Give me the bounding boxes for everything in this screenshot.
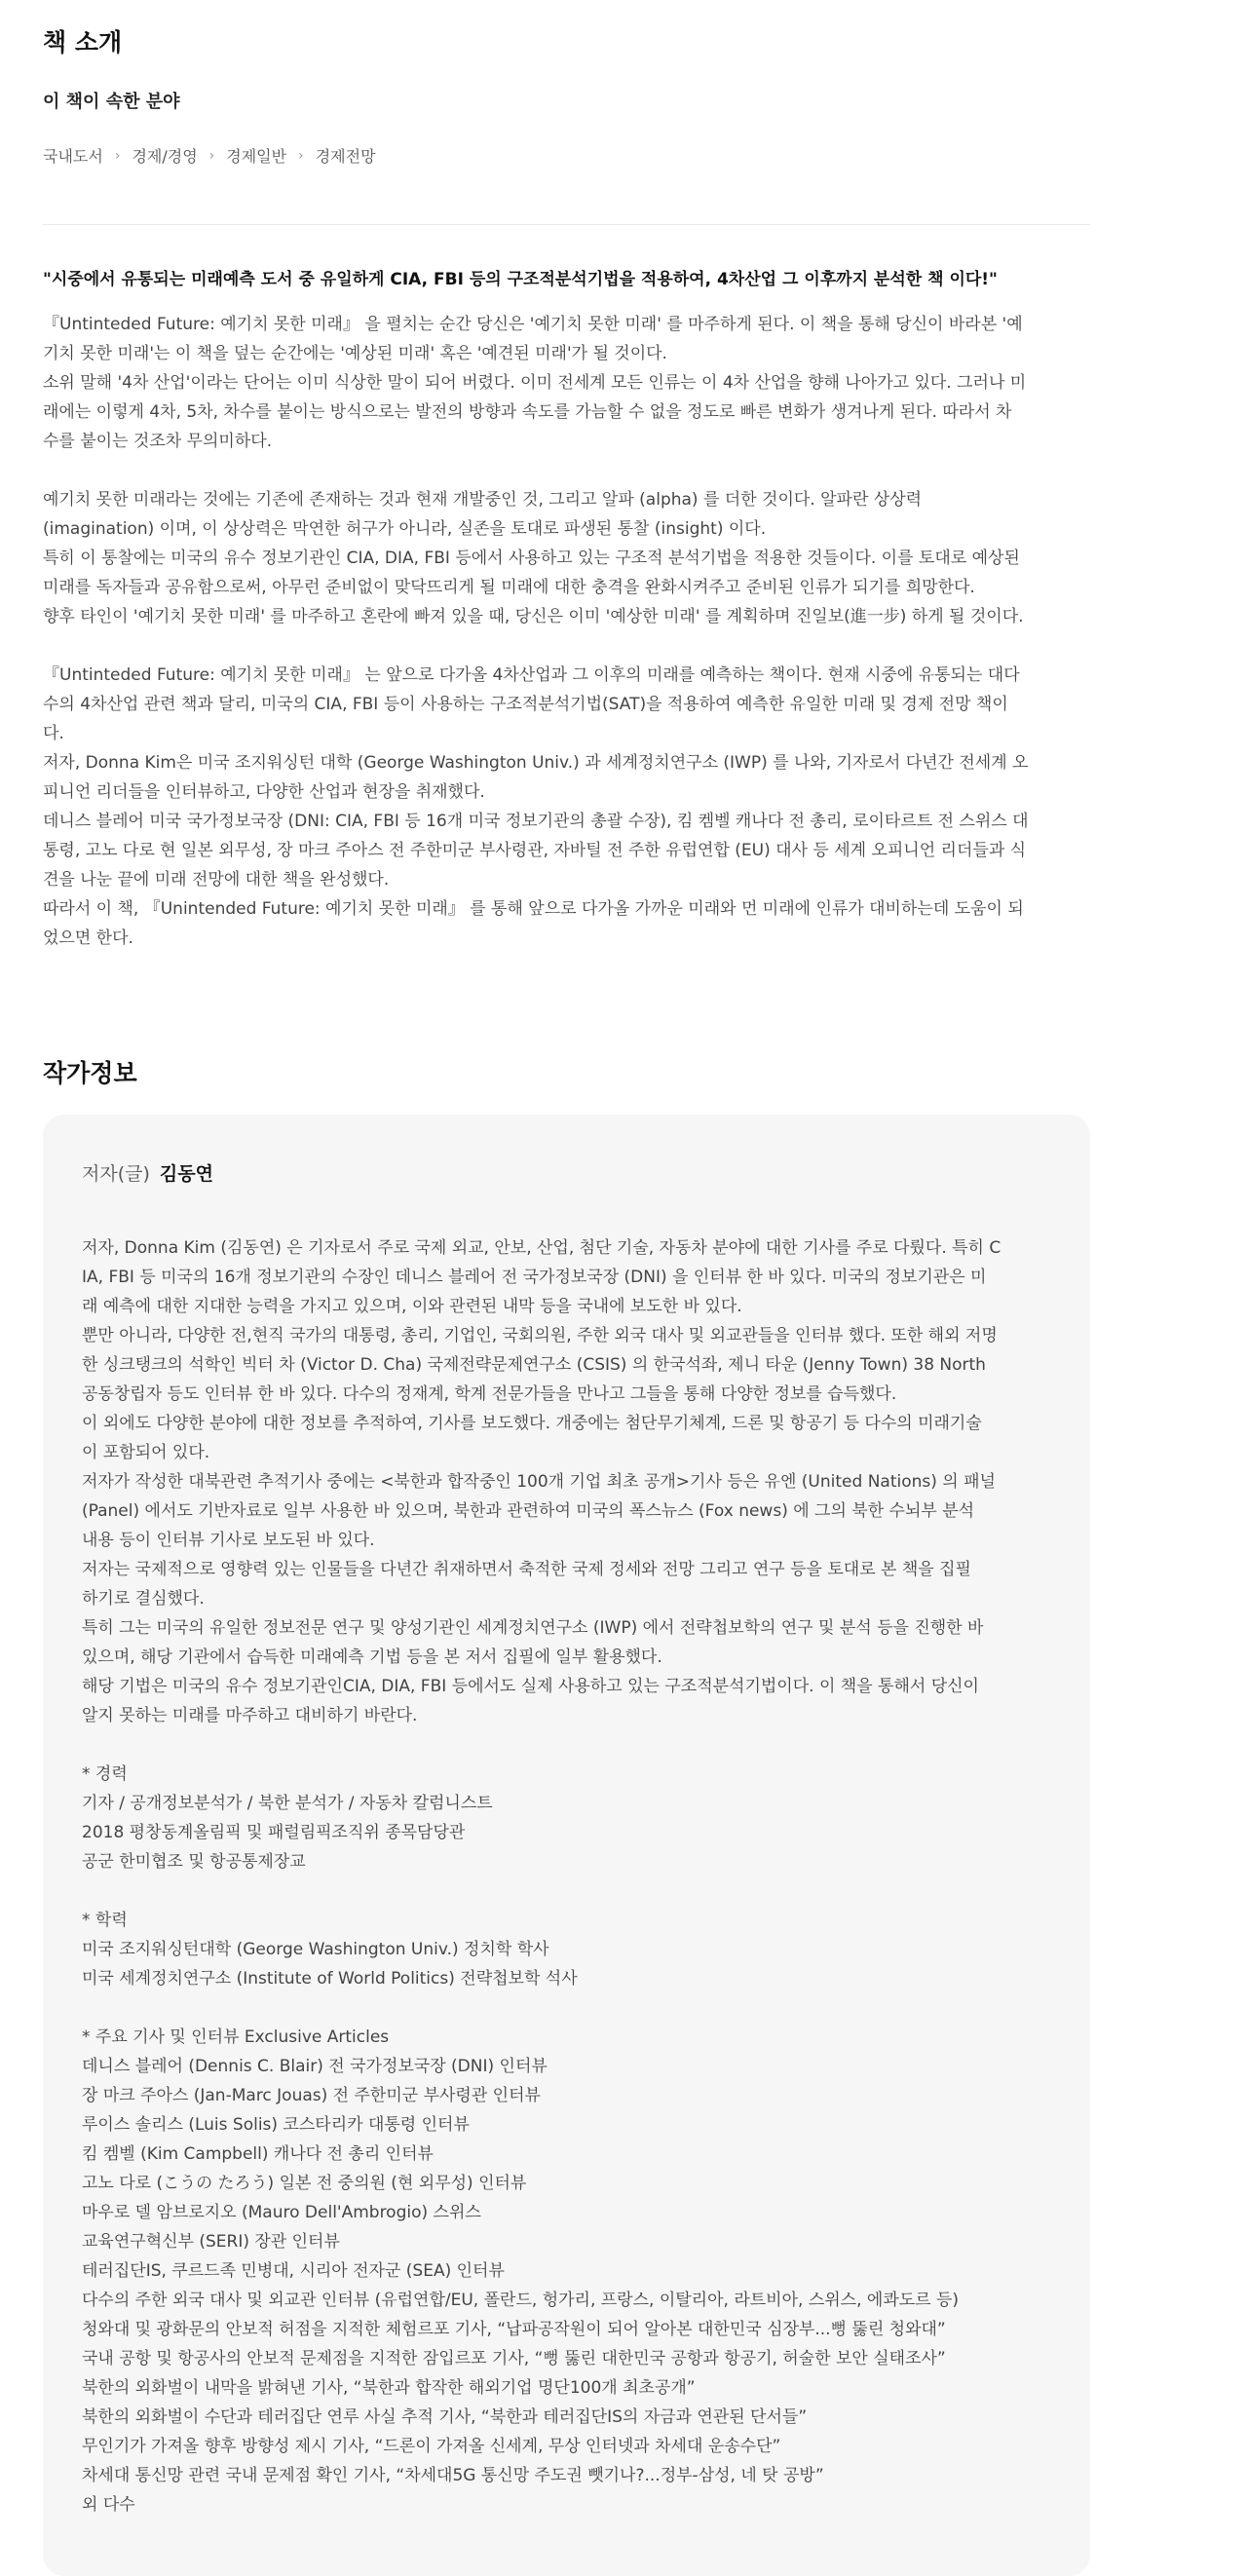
author-bio-text-line: 공동창립자 등도 인터뷰 한 바 있다. 다수의 정재계, 학계 전문가들을 만나고 그들을 통해 다양한 정보를 습득했다. — [82, 1384, 897, 1404]
author-bio-text-line: 마우로 델 암브로지오 (Mauro Dell'Ambrogio) 스위스 — [82, 2203, 481, 2222]
intro-text-line: 데니스 블레어 미국 국가정보국장 (DNI: CIA, FBI 등 16개 미국 정보기관의 총괄 수장), 킴 켐벨 캐나다 전 총리, 로이타르트 전 스위스 대 — [43, 812, 1029, 831]
author-bio-text-line: 미국 조지워싱턴대학 (George Washington Univ.) 정치학 학사 — [82, 1940, 549, 1959]
book-intro-headline: "시중에서 유통되는 미래예측 도서 중 유일하게 CIA, FBI 등의 구조적분석기법을 적용하여, 4차산업 그 이후까지 분석한 책 이다!" — [43, 270, 998, 289]
author-bio-text-line: IA, FBI 등 미국의 16개 정보기관의 수장인 데니스 블레어 전 국가정보국장 (DNI) 을 인터뷰 한 바 있다. 미국의 정보기관은 미 — [82, 1268, 987, 1287]
author-bio-text-line: (Panel) 에서도 기반자료로 일부 사용한 바 있으며, 북한과 관련하여 미국의 폭스뉴스 (Fox news) 에 그의 북한 수뇌부 분석 — [82, 1501, 975, 1521]
author-bio-text-line: 차세대 통신망 관련 국내 문제점 확인 기사, “차세대5G 통신망 주도권 뺏기나?...정부-삼성, 네 탓 공방” — [82, 2466, 824, 2485]
author-bio-text-line: 데니스 블레어 (Dennis C. Blair) 전 국가정보국장 (DNI) 인터뷰 — [82, 2057, 548, 2076]
author-bio-text-line: 킴 켐벨 (Kim Campbell) 캐나다 전 총리 인터뷰 — [82, 2144, 434, 2164]
author-bio-text-line: 기자 / 공개정보분석가 / 북한 분석가 / 자동차 칼럼니스트 — [82, 1794, 493, 1813]
author-bio-text-line: 한 싱크탱크의 석학인 빅터 차 (Victor D. Cha) 국제전략문제연구소 (CSIS) 의 한국석좌, 제니 타운 (Jenny Town) 38 North — [82, 1355, 986, 1375]
intro-text-line: 다. — [43, 724, 64, 743]
intro-text-line: 『Untinteded Future: 예기치 못한 미래』 을 펼치는 순간 당신은 '예기치 못한 미래' 를 마주하게 된다. 이 책을 통해 당신이 바라본 '예 — [43, 315, 1023, 334]
chevron-right-icon: › — [114, 147, 121, 164]
author-role: 저자(글) — [82, 1163, 150, 1185]
author-bio-text-line: 이 외에도 다양한 분야에 대한 정보를 추적하여, 기사를 보도했다. 개중에는 첨단무기체계, 드론 및 항공기 등 다수의 미래기술 — [82, 1414, 982, 1433]
author-bio — [82, 1233, 1056, 2519]
author-bio-text-line: 하기로 결심했다. — [82, 1589, 205, 1609]
author-bio-text-line: 저자, Donna Kim (김동연) 은 기자로서 주로 국제 외교, 안보, 산업, 첨단 기술, 자동차 분야에 대한 기사를 주로 다뤘다. 특히 C — [82, 1238, 1001, 1258]
author-bio-text-line: 2018 평창동계올림픽 및 패럴림픽조직위 종목담당관 — [82, 1823, 466, 1842]
author-bio-text-line: 장 마크 주아스 (Jan-Marc Jouas) 전 주한미군 부사령관 인터뷰 — [82, 2086, 541, 2105]
intro-text-line: 통령, 고노 다로 현 일본 외무성, 장 마크 주아스 전 주한미군 부사령관, 자바틸 전 주한 유럽연합 (EU) 대사 등 세계 오피니언 리더들과 식 — [43, 841, 1027, 860]
author-bio-text-line: 저자가 작성한 대북관련 추적기사 중에는 <북한과 합작중인 100개 기업 최초 공개>기사 등은 유엔 (United Nations) 의 패널 — [82, 1472, 996, 1492]
author-bio-text-line: 내용 등이 인터뷰 기사로 보도된 바 있다. — [82, 1531, 375, 1550]
author-bio-text-line: 루이스 솔리스 (Luis Solis) 코스타리카 대통령 인터뷰 — [82, 2115, 470, 2135]
author-name[interactable]: 김동연 — [159, 1163, 213, 1185]
blank-line — [82, 1993, 1056, 2023]
author-bio-text-line: * 학력 — [82, 1911, 128, 1930]
intro-text-line: 특히 이 통찰에는 미국의 유수 정보기관인 CIA, DIA, FBI 등에서 사용하고 있는 구조적 분석기법을 적용한 것들이다. 이를 토대로 예상된 — [43, 549, 1020, 568]
author-bio-text-line: 교육연구혁신부 (SERI) 장관 인터뷰 — [82, 2232, 340, 2252]
intro-text-line: 『Untinteded Future: 예기치 못한 미래』 는 앞으로 다가올 4차산업과 그 이후의 미래를 예측하는 책이다. 현재 시중에 유통되는 대다 — [43, 665, 1020, 685]
intro-text-line: 따라서 이 책, 『Unintended Future: 예기치 못한 미래』 를 통해 앞으로 다가올 가까운 미래와 먼 미래에 인류가 대비하는데 도움이 되 — [43, 899, 1024, 919]
breadcrumb-item-domestic-books[interactable]: 국내도서 — [43, 147, 103, 166]
blank-line — [82, 1876, 1056, 1906]
author-bio-text-line: * 주요 기사 및 인터뷰 Exclusive Articles — [82, 2027, 390, 2047]
intro-text-line: 래에는 이렇게 4차, 5차, 차수를 붙이는 방식으로는 발전의 방향과 속도를 가늠할 수 없을 정도로 빠른 변화가 생겨나게 된다. 따라서 차 — [43, 402, 1012, 422]
intro-text-line: 기치 못한 미래'는 이 책을 덮는 순간에는 '예상된 미래' 혹은 '예견된 미래'가 될 것이다. — [43, 344, 667, 363]
chevron-right-icon: › — [298, 147, 304, 164]
author-bio-text-line: 특히 그는 미국의 유일한 정보전문 연구 및 양성기관인 세계정치연구소 (IWP) 에서 전략첩보학의 연구 및 분석 등을 진행한 바 — [82, 1618, 984, 1638]
author-bio-text-line: 고노 다로 (こうの たろう) 일본 전 중의원 (현 외무성) 인터뷰 — [82, 2174, 527, 2193]
author-bio-text-line: 외 다수 — [82, 2495, 135, 2515]
author-bio-text-line: 청와대 및 광화문의 안보적 허점을 지적한 체험르포 기사, “납파공작원이 되어 알아본 대한민국 심장부...뻥 뚫린 청와대” — [82, 2320, 946, 2339]
author-bio-text-line: 북한의 외화벌이 내막을 밝혀낸 기사, “북한과 합작한 해외기업 명단100개 최초공개” — [82, 2378, 696, 2398]
intro-text-line: 미래를 독자들과 공유함으로써, 아무런 준비없이 맞닥뜨리게 될 미래에 대한 충격을 완화시켜주고 준비된 인류가 되기를 희망한다. — [43, 578, 975, 597]
section-divider — [43, 224, 1090, 225]
blank-line — [43, 456, 1090, 485]
blank-line — [43, 631, 1090, 661]
intro-text-line: 수를 붙이는 것조차 무의미하다. — [43, 432, 273, 451]
author-bio-text-line: 국내 공항 및 항공사의 안보적 문제점을 지적한 잠입르포 기사, “뻥 뚫린 대한민국 공항과 항공기, 허술한 보안 실태조사” — [82, 2349, 946, 2368]
intro-text-line: 피니언 리더들을 인터뷰하고, 다양한 산업과 현장을 취재했다. — [43, 782, 485, 802]
author-bio-text-line: 북한의 외화벌이 수단과 테러집단 연루 사실 추적 기사, “북한과 테러집단IS의 자금과 연관된 단서들” — [82, 2407, 808, 2427]
book-intro-body — [43, 310, 1090, 953]
chevron-right-icon: › — [208, 147, 215, 164]
author-bio-text-line: 있으며, 해당 기관에서 습득한 미래예측 기법 등을 본 저서 집필에 일부 활용했다. — [82, 1648, 662, 1667]
author-bio-text-line: * 경력 — [82, 1764, 128, 1784]
author-line — [82, 1159, 213, 1186]
blank-line — [82, 1730, 1056, 1760]
book-intro-title: 책 소개 — [43, 28, 123, 57]
breadcrumb — [43, 144, 376, 167]
author-bio-text-line: 알지 못하는 미래를 마주하고 대비하기 바란다. — [82, 1706, 418, 1725]
author-bio-text-line: 이 포함되어 있다. — [82, 1443, 210, 1462]
author-bio-text-line: 무인기가 가져올 향후 방향성 제시 기사, “드론이 가져올 신세계, 무상 인터넷과 차세대 운송수단” — [82, 2437, 781, 2456]
intro-text-line: 수의 4차산업 관련 책과 달리, 미국의 CIA, FBI 등이 사용하는 구조적분석기법(SAT)을 적용하여 예측한 유일한 미래 및 경제 전망 책이 — [43, 695, 1008, 714]
author-info-title: 작가정보 — [43, 1059, 137, 1087]
author-bio-text-line: 뿐만 아니라, 다양한 전,현직 국가의 대통령, 총리, 기업인, 국회의원, 주한 외국 대사 및 외교관들을 인터뷰 했다. 또한 해외 저명 — [82, 1326, 998, 1345]
category-heading: 이 책이 속한 분야 — [43, 92, 180, 112]
author-bio-text-line: 테러집단IS, 쿠르드족 민병대, 시리아 전자군 (SEA) 인터뷰 — [82, 2261, 505, 2281]
breadcrumb-item-economic-outlook[interactable]: 경제전망 — [315, 147, 376, 166]
author-bio-text-line: 미국 세계정치연구소 (Institute of World Politics) 전략첩보학 석사 — [82, 1969, 578, 1989]
intro-text-line: 예기치 못한 미래라는 것에는 기존에 존재하는 것과 현재 개발중인 것, 그리고 알파 (alpha) 를 더한 것이다. 알파란 상상력 — [43, 490, 923, 510]
intro-text-line: (imagination) 이며, 이 상상력은 막연한 허구가 아니라, 실존을 토대로 파생된 통찰 (insight) 이다. — [43, 519, 767, 539]
breadcrumb-item-general-economy[interactable]: 경제일반 — [226, 147, 287, 166]
intro-text-line: 향후 타인이 '예기치 못한 미래' 를 마주하고 혼란에 빠져 있을 때, 당신은 이미 '예상한 미래' 를 계획하며 진일보(進一步) 하게 될 것이다. — [43, 607, 1024, 626]
author-bio-text-line: 공군 한미협조 및 항공통제장교 — [82, 1852, 306, 1872]
breadcrumb-item-economy-management[interactable]: 경제/경영 — [132, 147, 198, 166]
author-bio-text-line: 해당 기법은 미국의 유수 정보기관인CIA, DIA, FBI 등에서도 실제 사용하고 있는 구조적분석기법이다. 이 책을 통해서 당신이 — [82, 1677, 979, 1696]
intro-text-line: 소위 말해 '4차 산업'이라는 단어는 이미 식상한 말이 되어 버렸다. 이미 전세계 모든 인류는 이 4차 산업을 향해 나아가고 있다. 그러나 미 — [43, 373, 1027, 393]
intro-text-line: 저자, Donna Kim은 미국 조지워싱턴 대학 (George Washington Univ.) 과 세계정치연구소 (IWP) 를 나와, 기자로서 다년간 전세계 오 — [43, 753, 1029, 773]
intro-text-line: 견을 나눈 끝에 미래 전망에 대한 책을 완성했다. — [43, 870, 390, 890]
author-card — [43, 1115, 1090, 2576]
author-bio-text-line: 래 예측에 대한 지대한 능력을 가지고 있으며, 이와 관련된 내막 등을 국내에 보도한 바 있다. — [82, 1297, 742, 1316]
intro-text-line: 었으면 한다. — [43, 928, 133, 948]
author-bio-text-line: 저자는 국제적으로 영향력 있는 인물들을 다년간 취재하면서 축적한 국제 정세와 전망 그리고 연구 등을 토대로 본 책을 집필 — [82, 1560, 971, 1579]
author-bio-text-line: 다수의 주한 외국 대사 및 외교관 인터뷰 (유럽연합/EU, 폴란드, 헝가리, 프랑스, 이탈리아, 라트비아, 스위스, 에콰도르 등) — [82, 2291, 960, 2310]
